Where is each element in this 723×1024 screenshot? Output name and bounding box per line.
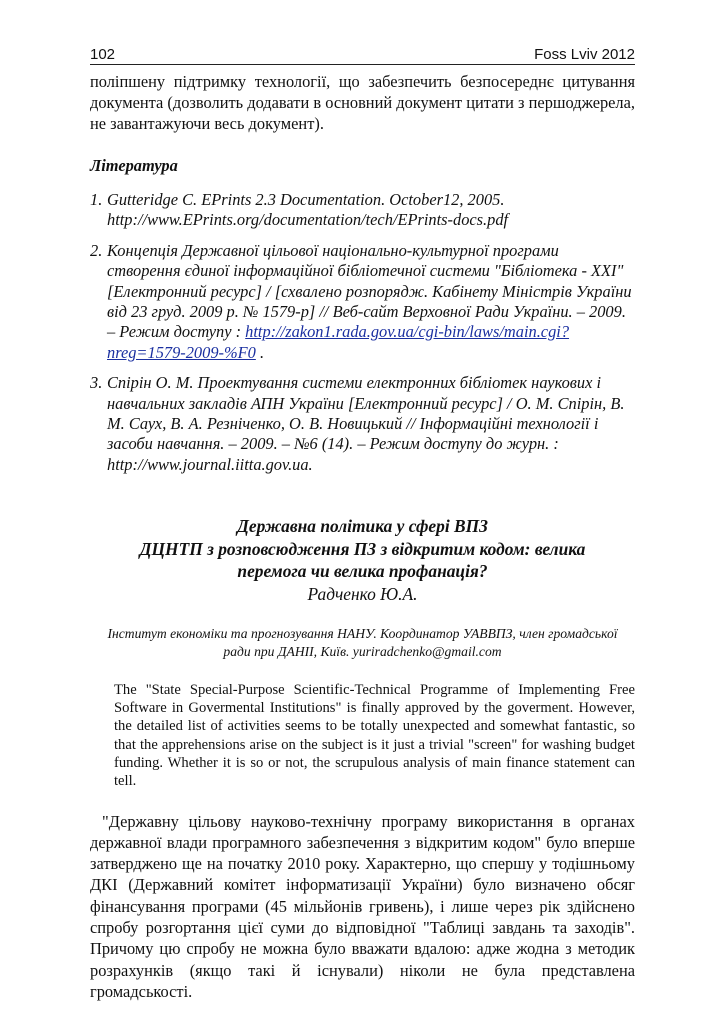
article-title-line: ДЦНТП з розповсюдження ПЗ з відкритим кодом: велика: [139, 538, 586, 559]
article-title-line: перемога чи велика профанація?: [237, 561, 488, 582]
publication-name: Foss Lviv 2012: [534, 46, 635, 63]
article-title-line: Державна політика у сфері ВПЗ: [236, 516, 489, 537]
reference-item: [90, 241, 635, 363]
reference-item: [90, 373, 635, 475]
intro-paragraph: поліпшену підтримку технології, що забезпечить безпосереднє цитування документа (дозволить додавати в основний документ цитати з першоджерела, не завантажуючи весь документ).: [90, 72, 635, 133]
running-header: [90, 46, 635, 65]
document-page: [90, 46, 635, 1002]
reference-number: 3.: [90, 373, 103, 393]
literature-heading: Література: [90, 156, 178, 175]
reference-text: Gutteridge C. EPrints 2.3 Documentation. October12, 2005. http://www.EPrints.org/documentation/tech/EPrints-docs.pdf: [107, 190, 509, 230]
reference-text: Концепція Державної цільової національно-культурної програми створення єдиної інформаційної бібліотечної системи "Бібліотека - XXI" [Електронний ресурс] / [схвалено розпорядж. Кабінету Міністрів України від 23 груд. 2009 р. № 1579-р] // Веб-сайт Верховної Ради України. – 2009. – Режим доступу :: [107, 240, 632, 342]
article-author: Радченко Ю.А.: [307, 583, 418, 604]
reference-list: [90, 190, 635, 475]
reference-text: Спірін О. М. Проектування системи електронних бібліотек наукових і навчальних закладів АПН України [Електронний ресурс] / О. М. Спірін, В. М. Саух, В. А. Резніченко, О. В. Новицький // Інформаційні технології і засоби навчання. – 2009. – №6 (14). – Режим доступу до журн. : http://www.journal.iitta.gov.ua.: [107, 373, 625, 474]
body-paragraph: "Державну цільову науково-технічну програму використання в органах державної влади програмного забезпечення з відкритим кодом" було вперше затверджено ще на початку 2010 року. Характерно, що спершу у тодішньому ДКІ (Державний комітет інформатизації України) було визначено обсяг фінансування програми (45 мільйонів гривень), і лише через рік здійснено спробу розгортання цієї суми до відповідної "Таблиці завдань та заходів". Причому цю спробу не можна було вважати вдалою: адже жодна з методик розрахунків (якщо такі й існували) ніколи не була представлена громадськості.: [90, 811, 635, 1001]
author-affiliation: Інститут економіки та прогнозування НАНУ. Координатор УАВВПЗ, член громадської ради при ДАНІІ, Київ. yuriradchenko@gmail.com: [107, 625, 618, 659]
reference-item: [90, 190, 635, 231]
reference-number: 2.: [90, 240, 103, 260]
reference-link[interactable]: http://zakon1.rada.gov.ua/cgi-bin/laws/main.cgi?nreg=1579-2009-%F0: [107, 322, 570, 362]
reference-text-container: [107, 241, 635, 363]
reference-number: 1.: [90, 190, 103, 209]
page-number: 102: [90, 46, 116, 63]
abstract: The "State Special-Purpose Scientific-Technical Programme of Implementing Free Software in Govermental Institutions" is finally approved by the goverment. However, the detailed list of activities seems to be totally unexpected and somewhat fantastic, so that the apprehensions arise on the subject is it just a trivial "screen" for washing budget funding. Whether it is so or not, the scrupulous analysis of main finance statement can tell.: [114, 681, 635, 790]
article-title-block: [90, 515, 635, 605]
reference-suffix: .: [255, 342, 265, 362]
